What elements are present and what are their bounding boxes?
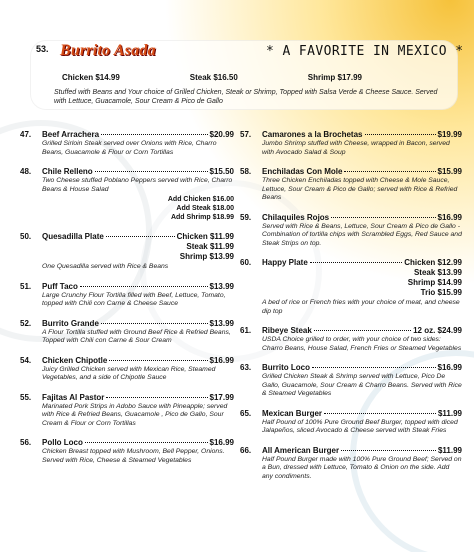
item-more-prices <box>262 268 462 298</box>
item-name: Chicken Chipotle <box>42 355 108 365</box>
item-price: $17.99 <box>209 392 234 402</box>
item-number: 65. <box>240 408 252 418</box>
item-price: $11.99 <box>437 445 462 455</box>
dot-leader <box>310 261 402 263</box>
dot-leader <box>324 412 436 414</box>
item-name: Chilaquiles Rojos <box>262 212 330 222</box>
item-number: 56. <box>20 438 32 447</box>
item-price: $16.99 <box>209 355 234 365</box>
item-number: 60. <box>240 258 252 267</box>
menu-column-right <box>240 130 462 491</box>
item-price: $20.99 <box>209 130 234 139</box>
item-price: $11.99 <box>437 408 462 418</box>
item-description: Large Crunchy Flour Tortilla filled with Beef, Lettuce, Tomato, topped with Chili con Carne & Cheese Sauce <box>42 291 226 307</box>
feature-price: Shrimp $17.99 <box>307 73 362 82</box>
item-price: $13.99 <box>209 318 234 328</box>
dot-leader <box>109 359 207 361</box>
item-more-prices <box>42 242 234 262</box>
menu-item <box>240 167 462 203</box>
menu-item <box>240 130 462 157</box>
menu-item <box>20 167 234 222</box>
feature-prices <box>62 73 362 82</box>
dot-leader <box>106 396 207 398</box>
item-description: Two Cheese stuffed Poblano Peppers served with Rice, Charro Beans & House Salad <box>42 177 233 193</box>
item-price: $16.99 <box>437 212 462 222</box>
item-description: A Flour Tortilla stuffed with Ground Beef Rice & Refried Beans, Topped with Chili con Carne & Sour Cream <box>42 328 231 344</box>
dot-leader <box>85 441 208 443</box>
item-description: Grilled Chicken Steak & Shrimp served with Lettuce, Pico De Gallo, Guacamole, Sour Cream & Charro Beans. Served with Rice & Steamed Vegetables <box>262 373 462 397</box>
item-name: Puff Taco <box>42 281 78 291</box>
item-name: Pollo Loco <box>42 438 83 447</box>
item-price: $15.99 <box>437 167 462 176</box>
menu-item <box>20 232 234 272</box>
item-number: 47. <box>20 130 32 139</box>
item-price: Chicken $12.99 <box>404 258 462 267</box>
item-number: 58. <box>240 167 252 176</box>
item-price: Trio $15.99 <box>420 288 462 297</box>
item-name: Mexican Burger <box>262 408 323 418</box>
item-description: Marinated Pork Strips in Adobo Sauce with Pineapple; served with Rice & Refried Beans, Guacamole , Pico de Gallo, Sour Cream & Flour or Corn Tortillas <box>42 402 228 427</box>
item-number: 51. <box>20 281 32 291</box>
feature-price: Steak $16.50 <box>189 73 238 82</box>
menu-item <box>20 393 234 429</box>
item-description: Juicy Grilled Chicken served with Mexican Rice, Steamed Vegetables, and a side of Chipotle Sauce <box>42 365 216 381</box>
feature-description: Stuffed with Beans and Your choice of Grilled Chicken, Steak or Shrimp, Topped with Salsa Verde & Cheese Sauce. Served with Lettuce, Guacamole, Sour Cream & Pico de Gallo <box>54 89 438 105</box>
menu-item <box>20 282 234 309</box>
item-name: Burrito Grande <box>42 318 99 328</box>
item-price: $19.99 <box>437 130 462 139</box>
dot-leader <box>365 133 436 135</box>
item-number: 66. <box>240 445 252 455</box>
item-number: 48. <box>20 167 32 176</box>
item-description: USDA Choice grilled to order, with your choice of two sides: Charro Beans, House Salad, French Fries or Steamed Vegetables <box>262 336 462 352</box>
dot-leader <box>80 285 208 287</box>
item-price: Chicken $11.99 <box>176 232 234 241</box>
item-description: Three Chicken Enchiladas topped with Cheese & Mole Sauce, Lettuce, Sour Cream & Pico de Gallo; served with Rice & Refried Beans <box>262 177 458 201</box>
item-name: Chile Relleno <box>42 167 93 176</box>
dot-leader <box>344 170 435 172</box>
feature-price: Chicken $14.99 <box>62 73 120 82</box>
item-description: One Quesadilla served with Rice & Beans <box>42 263 169 270</box>
dot-leader <box>331 216 435 218</box>
item-name: Quesadilla Plate <box>42 232 104 241</box>
item-price: Shrimp $14.99 <box>407 278 462 287</box>
item-number: 54. <box>20 355 32 365</box>
item-number: 59. <box>240 212 252 222</box>
item-price: Steak $11.99 <box>186 242 234 251</box>
menu-item <box>20 438 234 465</box>
item-description: Jumbo Shrimp stuffed with Cheese, wrapped in Bacon, served with Avocado Salad & Soup <box>262 140 450 156</box>
item-price: $16.99 <box>209 438 234 447</box>
addon-price: Add Steak $18.00 <box>176 205 234 212</box>
menu-item <box>240 258 462 316</box>
item-price: $16.99 <box>437 363 462 372</box>
feature-title: Burrito Asada <box>60 42 156 59</box>
item-number: 52. <box>20 318 32 328</box>
dot-leader <box>101 133 207 135</box>
dot-leader <box>95 170 208 172</box>
feature-tagline: * A FAVORITE IN MEXICO * <box>266 44 464 59</box>
item-price: 12 oz. $24.99 <box>413 326 462 335</box>
item-number: 55. <box>20 392 32 402</box>
item-price: $15.50 <box>209 167 234 176</box>
item-price: Shrimp $13.99 <box>179 252 234 261</box>
item-description: Served with Rice & Beans, Lettuce, Sour Cream & Pico de Gallo - Combination of tortilla chips with Scrambled Eggs, Red Sauce and Steak Strips on top. <box>262 222 462 247</box>
item-name: Beef Arrachera <box>42 130 100 139</box>
menu-item <box>240 446 462 482</box>
item-name: Burrito Loco <box>262 363 310 372</box>
menu-column-left <box>20 130 234 475</box>
item-number: 61. <box>240 326 252 335</box>
item-addons <box>42 195 234 222</box>
addon-price: Add Chicken $16.00 <box>167 196 234 203</box>
addon-price: Add Shrimp $18.99 <box>170 214 234 221</box>
item-price: Steak $13.99 <box>413 268 462 277</box>
menu-item <box>240 409 462 436</box>
menu-item <box>20 130 234 157</box>
item-description: Half Pound Burger made with 100% Pure Ground Beef; Served on a Bun, dressed with Lettuce, Tomato & Onion on the side. Add any condiments. <box>262 455 462 480</box>
dot-leader <box>314 329 411 331</box>
item-description: Chicken Breast topped with Mushroom, Bell Pepper, Onions. Served with Rice, Cheese & Steamed Vegetables <box>42 448 225 464</box>
item-price: $13.99 <box>209 281 234 291</box>
menu-item <box>240 326 462 353</box>
menu-item <box>20 356 234 383</box>
dot-leader <box>312 366 436 368</box>
item-name: All American Burger <box>262 445 340 455</box>
item-name: Camarones a la Brochetas <box>262 130 363 139</box>
menu-item <box>20 319 234 346</box>
item-name: Enchiladas Con Mole <box>262 167 343 176</box>
item-number: 57. <box>240 130 252 139</box>
item-name: Happy Plate <box>262 258 308 267</box>
menu-item <box>240 363 462 399</box>
feature-number: 53. <box>36 44 49 54</box>
menu-item <box>240 213 462 249</box>
item-description: A bed of rice or French fries with your choice of meat, and cheese dip top <box>262 299 460 315</box>
dot-leader <box>106 235 175 237</box>
dot-leader <box>101 322 208 324</box>
dot-leader <box>341 449 436 451</box>
item-description: Grilled Sirloin Steak served over Onions with Rice, Charro Beans, Guacamole & Flour or Corn Tortillas <box>42 140 217 156</box>
item-description: Half Pound of 100% Pure Ground Beef Burger, topped with diced Jalapeños, sliced Avocado & Cheese served with Steak Fries <box>262 418 458 434</box>
item-number: 63. <box>240 363 252 372</box>
item-number: 50. <box>20 232 32 241</box>
item-name: Fajitas Al Pastor <box>42 392 105 402</box>
item-name: Ribeye Steak <box>262 326 312 335</box>
